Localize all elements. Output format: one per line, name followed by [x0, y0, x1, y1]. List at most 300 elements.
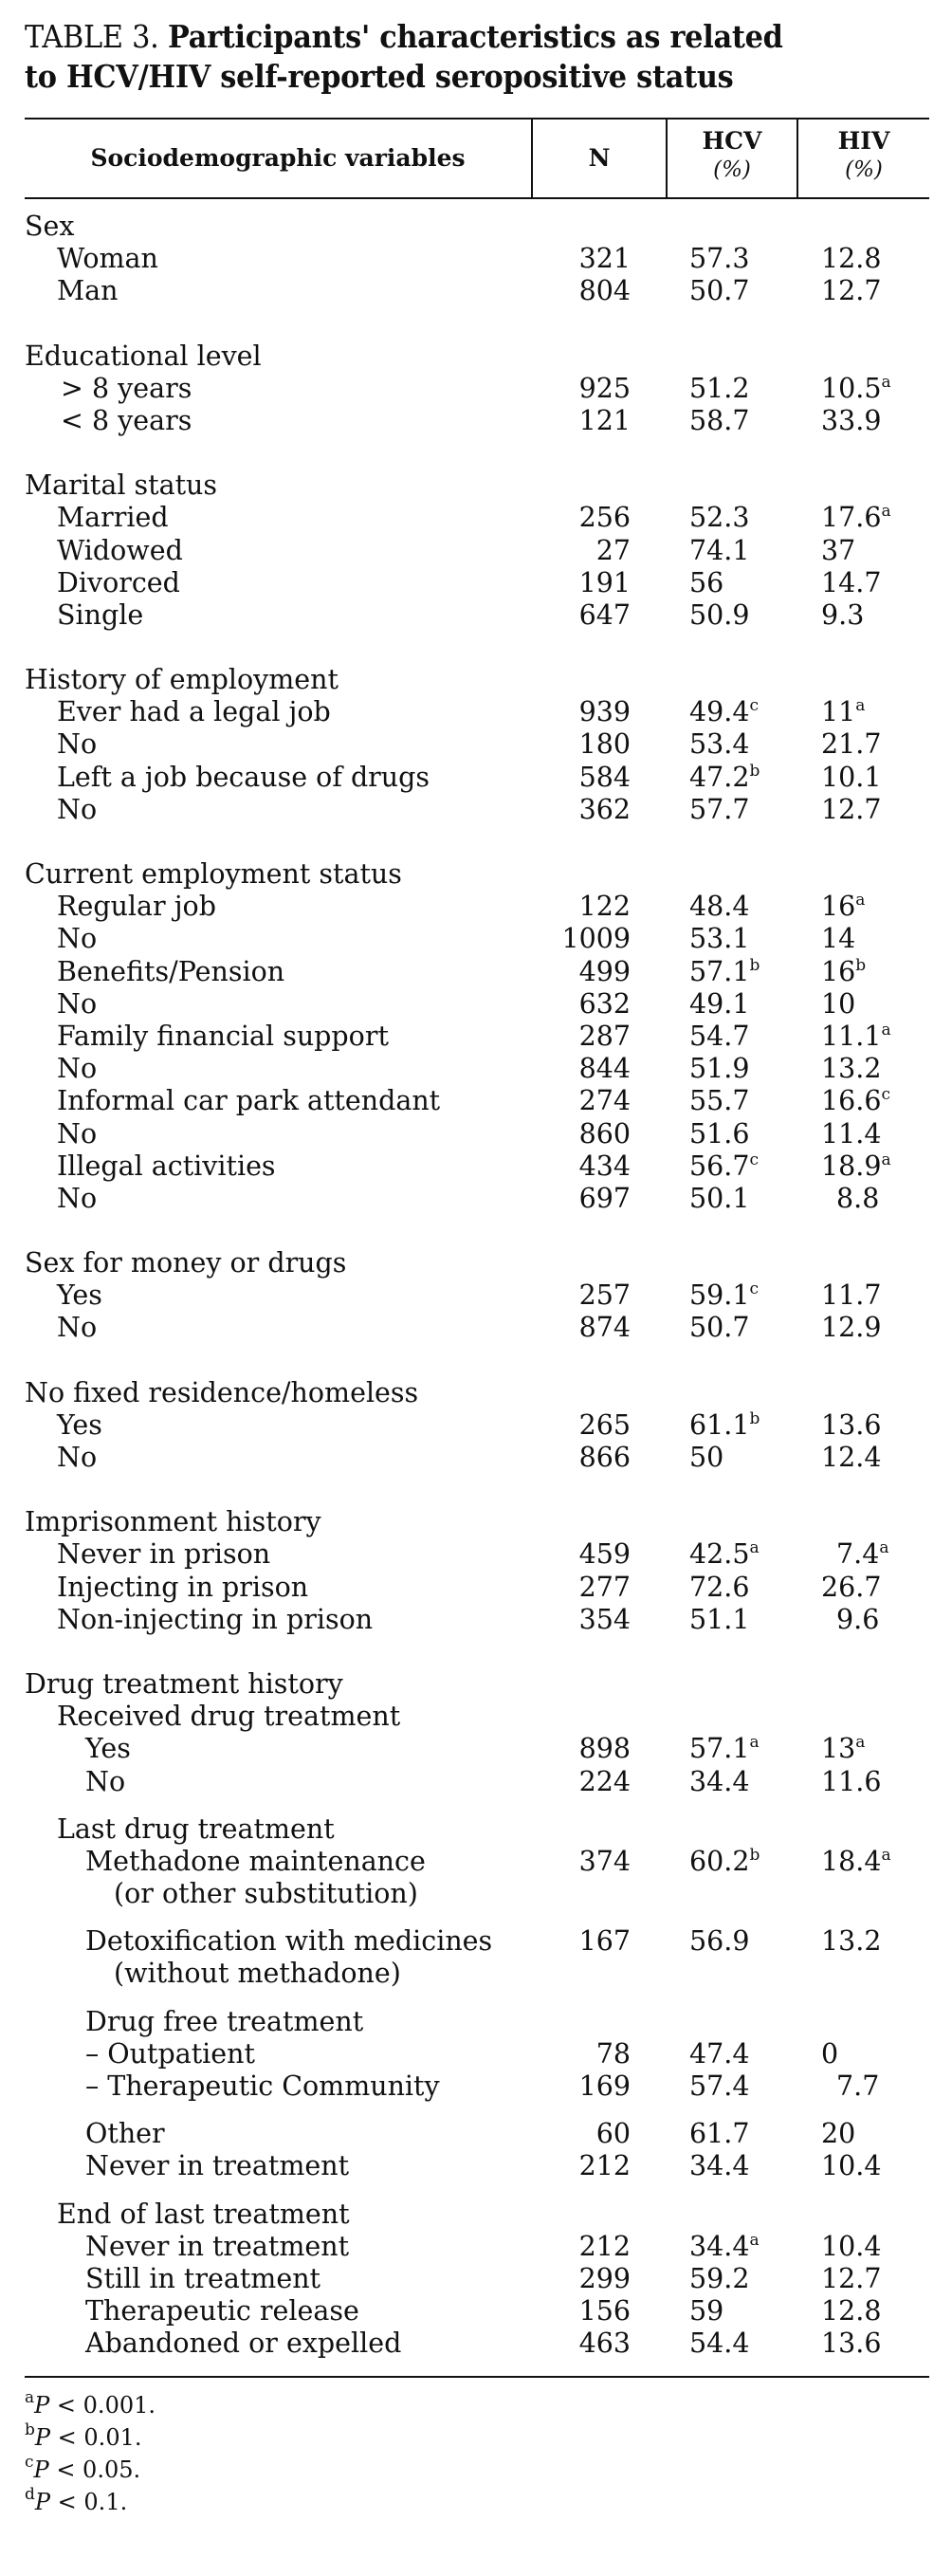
variable-label: Divorced — [57, 566, 180, 598]
significance-marker: a — [749, 1733, 760, 1753]
hcv-value: 60.2 — [689, 1845, 750, 1877]
hiv-value: 0 — [821, 2037, 839, 2070]
hcv-value: 54.7 — [689, 1020, 750, 1052]
table-row — [0, 1021, 952, 1053]
hiv-cell — [821, 728, 881, 761]
hiv-cell — [821, 2118, 855, 2150]
row-spacer — [0, 632, 952, 664]
table-row — [0, 1733, 952, 1765]
variable-label: Never in treatment — [85, 2230, 350, 2262]
footnote-text: < 0.001. — [49, 2391, 156, 2419]
n-cell: 925 — [578, 372, 631, 404]
variable-label: Yes — [57, 1408, 102, 1441]
hiv-value: 13.6 — [821, 2328, 882, 2360]
table-row — [0, 243, 952, 275]
variable-label: > 8 years — [61, 372, 192, 404]
n-cell: 898 — [578, 1733, 631, 1765]
header-n: N — [588, 144, 611, 172]
variable-label: Yes — [85, 1733, 131, 1765]
table-row — [0, 535, 952, 567]
hcv-cell — [689, 2295, 723, 2328]
hcv-value: 50.1 — [689, 1182, 750, 1214]
section-label: Drug free treatment — [85, 2005, 364, 2037]
hcv-cell — [689, 1442, 723, 1474]
variable-label: – Outpatient — [85, 2037, 255, 2070]
row-spacer — [0, 1636, 952, 1668]
hcv-cell — [689, 1733, 760, 1765]
hcv-cell — [689, 2231, 760, 2263]
table-row — [0, 2118, 952, 2150]
section-heading-row — [0, 1958, 952, 1990]
n-cell: 804 — [578, 275, 631, 307]
n-cell: 1009 — [561, 923, 631, 955]
hcv-cell — [689, 1846, 760, 1878]
hiv-value: 18.9 — [821, 1150, 882, 1182]
header-rule — [25, 197, 929, 199]
hcv-cell — [689, 1085, 749, 1117]
hcv-value: 54.4 — [689, 2328, 750, 2360]
hiv-cell — [821, 502, 891, 534]
footnote — [25, 2389, 156, 2421]
row-spacer — [0, 1345, 952, 1377]
hiv-value: 11 — [821, 696, 856, 728]
hiv-cell — [821, 1279, 881, 1312]
hiv-cell — [821, 1766, 881, 1798]
hiv-value: 12.9 — [821, 1312, 882, 1344]
variable-label: – Therapeutic Community — [85, 2070, 440, 2102]
table-body — [0, 211, 952, 2361]
hcv-value: 59.2 — [689, 2262, 750, 2294]
table-row — [0, 1150, 952, 1183]
hcv-cell — [689, 2328, 749, 2360]
table-row — [0, 2038, 952, 2070]
n-cell: 354 — [578, 1603, 631, 1635]
section-label: (without methadone) — [114, 1958, 401, 1990]
n-cell: 697 — [578, 1182, 631, 1214]
hiv-cell — [821, 1409, 881, 1442]
hcv-value: 34.4 — [689, 2230, 750, 2262]
hiv-cell — [821, 1021, 891, 1053]
section-heading-row — [0, 1668, 952, 1701]
n-cell: 647 — [578, 598, 631, 631]
hcv-value: 50 — [689, 1442, 724, 1473]
table-row — [0, 2328, 952, 2360]
significance-marker: a — [855, 696, 866, 716]
footnote — [25, 2454, 140, 2486]
hcv-value: 56.9 — [689, 1925, 750, 1958]
n-cell: 632 — [578, 987, 631, 1020]
section-label: End of last treatment — [57, 2198, 350, 2230]
table-title-line1: Participants' characteristics as related — [167, 18, 783, 55]
significance-marker: c — [749, 696, 759, 716]
hiv-cell — [836, 1538, 888, 1571]
hiv-value: 12.7 — [821, 2262, 882, 2294]
section-label: Educational level — [25, 340, 262, 372]
table-row — [0, 405, 952, 437]
section-label: History of employment — [25, 664, 339, 696]
hcv-cell — [689, 243, 749, 275]
hcv-value: 72.6 — [689, 1571, 750, 1603]
variable-label: Illegal activities — [57, 1150, 276, 1182]
hcv-value: 58.7 — [689, 404, 750, 436]
hcv-value: 57.7 — [689, 793, 750, 825]
hcv-value: 47.4 — [689, 2037, 750, 2070]
hiv-cell — [821, 956, 866, 988]
table-title-line2: to HCV/HIV self-reported seropositive status — [25, 58, 734, 95]
row-spacer — [0, 308, 952, 340]
variable-label: Detoxification with medicines — [85, 1925, 493, 1958]
n-cell: 499 — [578, 955, 631, 987]
hiv-cell — [821, 2295, 881, 2328]
table-row — [0, 2295, 952, 2328]
hiv-value: 16 — [821, 955, 856, 987]
hiv-cell — [836, 1183, 879, 1215]
hcv-value: 59.1 — [689, 1279, 750, 1312]
footnote-text: < 0.1. — [50, 2488, 128, 2515]
table-row — [0, 2070, 952, 2103]
hiv-value: 13.2 — [821, 1925, 882, 1958]
hiv-value: 12.8 — [821, 243, 882, 275]
significance-marker: a — [881, 372, 891, 392]
hiv-cell — [821, 1312, 881, 1344]
hiv-cell — [821, 2263, 881, 2295]
hiv-cell — [821, 1150, 891, 1183]
hcv-cell — [689, 1118, 749, 1150]
hiv-cell — [821, 988, 855, 1021]
variable-label: Injecting in prison — [57, 1571, 309, 1603]
variable-label: No — [57, 1442, 98, 1473]
hcv-cell — [689, 567, 723, 599]
hiv-value: 11.6 — [821, 1765, 882, 1797]
header-hiv-unit: (%) — [845, 157, 883, 182]
hiv-value: 10.4 — [821, 2230, 882, 2262]
hiv-cell — [821, 1053, 881, 1085]
hcv-value: 50.9 — [689, 598, 750, 631]
section-heading-row — [0, 1813, 952, 1846]
table-row — [0, 502, 952, 534]
table-row — [0, 1085, 952, 1117]
n-cell: 287 — [578, 1020, 631, 1052]
variable-label: Therapeutic release — [85, 2295, 359, 2328]
table-row — [0, 1312, 952, 1344]
hiv-value: 9.3 — [821, 598, 865, 631]
hcv-value: 57.1 — [689, 1733, 750, 1765]
hcv-cell — [689, 1183, 749, 1215]
hcv-cell — [689, 1279, 759, 1312]
footnote-mark: b — [25, 2420, 35, 2439]
hiv-cell — [821, 243, 881, 275]
hcv-value: 47.2 — [689, 761, 750, 793]
hcv-cell — [689, 891, 749, 923]
hiv-value: 21.7 — [821, 728, 882, 761]
significance-marker: a — [855, 891, 866, 911]
significance-marker: a — [749, 1538, 760, 1558]
section-heading-row — [0, 469, 952, 502]
n-cell: 939 — [578, 696, 631, 728]
header-hiv — [798, 127, 929, 184]
hiv-cell — [821, 2150, 881, 2182]
significance-marker: a — [749, 2230, 760, 2250]
hcv-cell — [689, 502, 749, 534]
table-row — [0, 1442, 952, 1474]
variable-label: No — [57, 1182, 98, 1214]
hiv-value: 9.6 — [836, 1603, 880, 1635]
section-heading-row — [0, 340, 952, 373]
hcv-cell — [689, 1312, 749, 1344]
table-row — [0, 696, 952, 728]
table-row — [0, 1766, 952, 1798]
row-spacer — [0, 437, 952, 469]
header-variables: Sociodemographic variables — [90, 144, 466, 172]
section-label: Sex — [25, 211, 75, 242]
hcv-cell — [689, 1150, 759, 1183]
section-label: Marital status — [25, 469, 218, 502]
table-row — [0, 1846, 952, 1878]
variable-label: Informal car park attendant — [57, 1085, 441, 1117]
hiv-value: 14 — [821, 923, 856, 955]
n-cell: 27 — [595, 534, 631, 566]
n-cell: 60 — [595, 2118, 631, 2150]
significance-marker: b — [749, 1408, 760, 1428]
hiv-value: 12.4 — [821, 1442, 882, 1473]
table-row — [0, 794, 952, 826]
hcv-cell — [689, 599, 749, 632]
hiv-value: 17.6 — [821, 502, 882, 534]
hiv-cell — [821, 275, 881, 307]
n-cell: 321 — [578, 243, 631, 275]
table-row — [0, 891, 952, 923]
variable-label: Married — [57, 502, 169, 534]
variable-label: No — [57, 1053, 98, 1085]
footnote — [25, 2421, 141, 2454]
n-cell: 844 — [578, 1053, 631, 1085]
n-cell: 277 — [578, 1571, 631, 1603]
hcv-value: 53.4 — [689, 728, 750, 761]
hiv-cell — [821, 1925, 881, 1958]
n-cell: 459 — [578, 1538, 631, 1571]
n-cell: 434 — [578, 1150, 631, 1182]
n-cell: 191 — [578, 566, 631, 598]
hcv-value: 49.1 — [689, 987, 750, 1020]
section-label: (or other substitution) — [114, 1878, 418, 1910]
hcv-cell — [689, 373, 749, 405]
hcv-cell — [689, 2038, 749, 2070]
hcv-value: 59 — [689, 2295, 724, 2328]
significance-marker: a — [855, 1733, 866, 1753]
section-heading-row — [0, 1701, 952, 1733]
section-heading-row — [0, 211, 952, 243]
section-heading-row — [0, 1878, 952, 1910]
variable-label: No — [57, 987, 98, 1020]
header-hiv-label: HIV — [837, 127, 890, 155]
hcv-value: 51.9 — [689, 1053, 750, 1085]
hcv-cell — [689, 762, 760, 794]
hcv-cell — [689, 1604, 749, 1636]
hiv-value: 10 — [821, 987, 856, 1020]
hiv-value: 14.7 — [821, 566, 882, 598]
row-spacer — [0, 1215, 952, 1247]
n-cell: 265 — [578, 1408, 631, 1441]
hiv-cell — [821, 535, 855, 567]
n-cell: 169 — [578, 2070, 631, 2102]
hiv-value: 10.1 — [821, 761, 882, 793]
hcv-value: 74.1 — [689, 534, 750, 566]
variable-label: No — [57, 1312, 98, 1344]
significance-marker: b — [749, 1845, 760, 1865]
hiv-value: 7.4 — [836, 1538, 880, 1571]
variable-label: Single — [57, 598, 144, 631]
variable-label: No — [57, 728, 98, 761]
table-row — [0, 762, 952, 794]
n-cell: 256 — [578, 502, 631, 534]
hcv-value: 49.4 — [689, 696, 750, 728]
variable-label: Left a job because of drugs — [57, 761, 430, 793]
hcv-value: 56.7 — [689, 1150, 750, 1182]
variable-label: Abandoned or expelled — [85, 2328, 402, 2360]
hcv-cell — [689, 1766, 749, 1798]
section-label: Sex for money or drugs — [25, 1247, 347, 1279]
n-cell: 224 — [578, 1765, 631, 1797]
hcv-value: 55.7 — [689, 1085, 750, 1117]
hiv-value: 11.7 — [821, 1279, 882, 1312]
n-cell: 121 — [578, 404, 631, 436]
significance-marker: c — [749, 1150, 759, 1169]
hiv-value: 26.7 — [821, 1571, 882, 1603]
hcv-cell — [689, 1925, 749, 1958]
hiv-value: 16.6 — [821, 1085, 882, 1117]
n-cell: 212 — [578, 2150, 631, 2182]
variable-label: Woman — [57, 243, 158, 275]
hcv-value: 51.2 — [689, 372, 750, 404]
significance-marker: a — [881, 1150, 891, 1169]
hiv-cell — [821, 696, 865, 728]
n-cell: 299 — [578, 2262, 631, 2294]
variable-label: Regular job — [57, 891, 216, 923]
n-cell: 274 — [578, 1085, 631, 1117]
hcv-value: 51.1 — [689, 1603, 750, 1635]
footnote — [25, 2486, 127, 2518]
hcv-cell — [689, 1021, 749, 1053]
hiv-cell — [836, 2070, 879, 2103]
variable-label: No — [85, 1765, 126, 1797]
hcv-value: 50.7 — [689, 275, 750, 307]
variable-label: No — [57, 793, 98, 825]
table-row — [0, 1053, 952, 1085]
hiv-cell — [821, 1572, 881, 1604]
row-spacer — [0, 1798, 952, 1813]
table-row — [0, 1572, 952, 1604]
hcv-value: 61.1 — [689, 1408, 750, 1441]
significance-marker: b — [749, 761, 760, 781]
hcv-cell — [689, 1409, 760, 1442]
n-cell: 584 — [578, 761, 631, 793]
row-spacer — [0, 2103, 952, 2118]
hcv-value: 57.1 — [689, 955, 750, 987]
variable-label: Yes — [57, 1279, 102, 1312]
significance-marker: a — [879, 1538, 889, 1558]
section-heading-row — [0, 664, 952, 696]
row-spacer — [0, 1991, 952, 2006]
hcv-cell — [689, 405, 749, 437]
hcv-value: 52.3 — [689, 502, 750, 534]
table-row — [0, 275, 952, 307]
hcv-cell — [689, 2118, 749, 2150]
table-row — [0, 1183, 952, 1215]
hcv-value: 61.7 — [689, 2118, 750, 2150]
hcv-value: 57.4 — [689, 2070, 750, 2102]
section-heading-row — [0, 858, 952, 891]
hiv-value: 18.4 — [821, 1845, 882, 1877]
hiv-value: 13.6 — [821, 1408, 882, 1441]
section-label: Current employment status — [25, 858, 402, 890]
hcv-cell — [689, 1572, 749, 1604]
n-cell: 122 — [578, 891, 631, 923]
n-cell: 78 — [595, 2037, 631, 2070]
table-row — [0, 923, 952, 955]
n-cell: 257 — [578, 1279, 631, 1312]
hiv-value: 12.7 — [821, 793, 882, 825]
significance-marker: b — [749, 955, 760, 975]
variable-label: Never in prison — [57, 1538, 271, 1571]
significance-marker: b — [855, 955, 867, 975]
hiv-cell — [821, 599, 864, 632]
footnote-p: P — [34, 2488, 51, 2515]
hiv-cell — [821, 891, 865, 923]
hcv-cell — [689, 956, 760, 988]
hiv-cell — [821, 1442, 881, 1474]
table-row — [0, 2150, 952, 2182]
n-cell: 874 — [578, 1312, 631, 1344]
hcv-value: 50.7 — [689, 1312, 750, 1344]
hiv-value: 12.7 — [821, 275, 882, 307]
hiv-cell — [821, 373, 891, 405]
n-cell: 374 — [578, 1845, 631, 1877]
section-label: Received drug treatment — [57, 1701, 401, 1733]
hcv-value: 34.4 — [689, 2150, 750, 2182]
hiv-value: 10.5 — [821, 372, 882, 404]
footnote-p: P — [33, 2456, 49, 2483]
footnote-mark: c — [25, 2452, 34, 2472]
n-cell: 866 — [578, 1442, 631, 1473]
footnote-p: P — [34, 2423, 51, 2451]
hiv-value: 8.8 — [836, 1182, 880, 1214]
hiv-value: 20 — [821, 2118, 856, 2150]
section-label: Imprisonment history — [25, 1506, 321, 1538]
hiv-value: 7.7 — [836, 2070, 880, 2102]
variable-label: Family financial support — [57, 1020, 389, 1052]
hcv-cell — [689, 988, 749, 1021]
significance-marker: a — [881, 1845, 891, 1865]
footnote-mark: a — [25, 2387, 35, 2407]
significance-marker: c — [749, 1279, 759, 1299]
table-row — [0, 956, 952, 988]
table-row — [0, 1604, 952, 1636]
n-cell: 463 — [578, 2328, 631, 2360]
variable-label: Non-injecting in prison — [57, 1603, 374, 1635]
row-spacer — [0, 2183, 952, 2199]
hiv-cell — [821, 1118, 881, 1150]
hiv-cell — [821, 405, 881, 437]
header-hcv-unit: (%) — [713, 157, 751, 182]
significance-marker: a — [881, 502, 891, 522]
table-row — [0, 988, 952, 1021]
hcv-cell — [689, 2263, 749, 2295]
hcv-cell — [689, 696, 759, 728]
variable-label: No — [57, 923, 98, 955]
row-spacer — [0, 1474, 952, 1506]
hiv-cell — [836, 1604, 879, 1636]
footnote-text: < 0.05. — [48, 2456, 141, 2483]
